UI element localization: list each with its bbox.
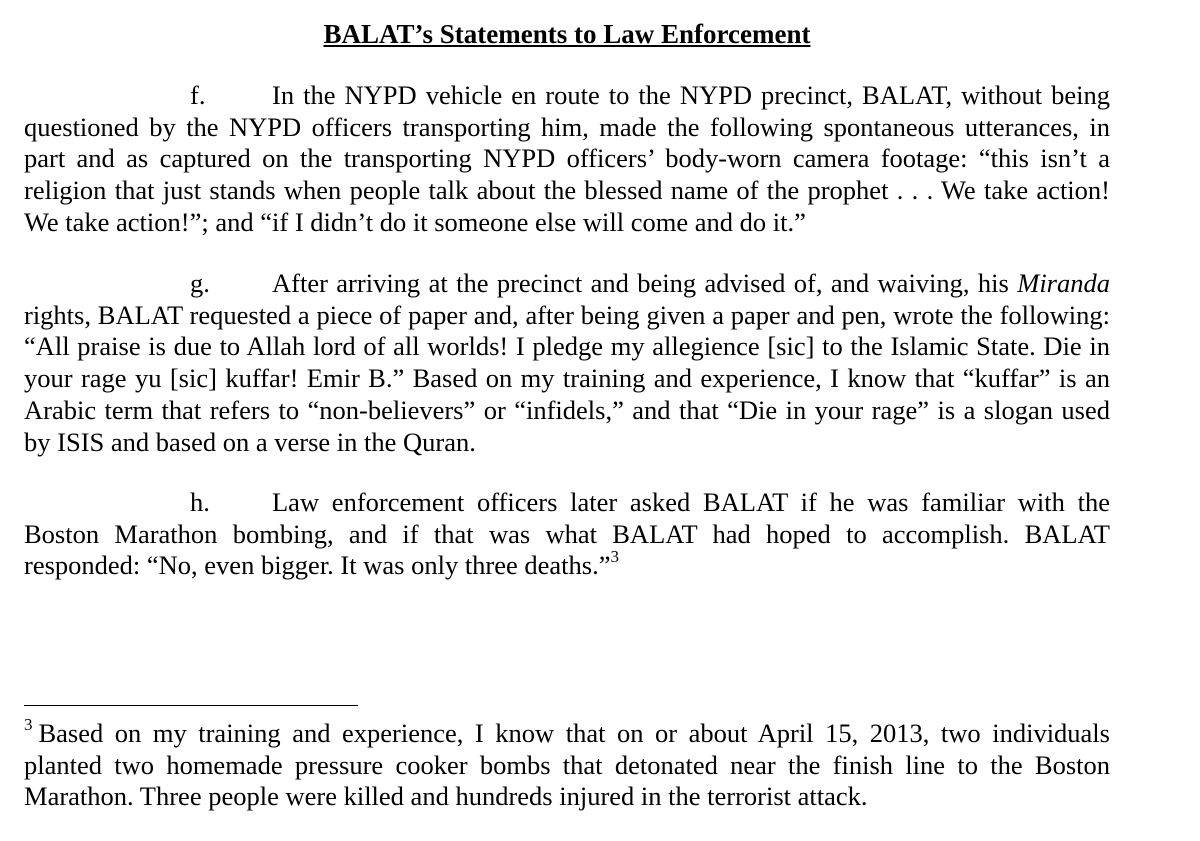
section-heading: BALAT’s Statements to Law Enforcement <box>323 19 811 49</box>
paragraph-marker: h. <box>190 487 210 517</box>
paragraph-text: rights, BALAT requested a piece of paper and, after being given a paper and pen, wrote the following: “All praise is due to Allah lord of all worlds! I pledge my allegience [sic] to the Islamic State. Die in your rage yu [sic] kuffar! Emir B.” Based on my training and experience, I know that “kuffar” is an Arabic term that refers to “non-believers” or “infidels,” and that “Die in your rage” is a slogan used by ISIS and based on a verse in the Quran. <box>24 299 1110 457</box>
paragraph-text: After arriving at the precinct and being advised of, and waiving, his <box>272 268 1018 298</box>
paragraph-text: Law enforcement officers later asked BALAT if he was familiar with the Boston Marathon bombing, and if that was what BALAT had hoped to accomplish. BALAT responded: “No, even bigger. It was only three deaths.” <box>24 487 1110 581</box>
footnote-divider <box>24 705 358 706</box>
paragraph-f <box>24 80 1110 239</box>
footnote-text: Based on my training and experience, I know that on or about April 15, 2013, two individuals planted two homemade pressure cooker bombs that detonated near the finish line to the Boston Marathon. Three people were killed and hundreds injured in the terrorist attack. <box>24 718 1110 812</box>
paragraph-g <box>24 268 1110 458</box>
paragraph-marker: g. <box>190 268 210 298</box>
footnote-number: 3 <box>24 715 33 734</box>
paragraph-marker: f. <box>190 80 206 110</box>
footnote-reference[interactable]: 3 <box>610 547 619 567</box>
footnote <box>24 715 1110 813</box>
italic-term: Miranda <box>1017 268 1110 298</box>
paragraph-h <box>24 487 1110 582</box>
paragraph-text: In the NYPD vehicle en route to the NYPD precinct, BALAT, without being questioned by the NYPD officers transporting him, made the following spontaneous utterances, in part and as captured on the transporting NYPD officers’ body-worn camera footage: “this isn’t a religion that just stands when people talk about the blessed name of the prophet . . . We take action! We take action!”; and “if I didn’t do it someone else will come and do it.” <box>24 80 1110 237</box>
